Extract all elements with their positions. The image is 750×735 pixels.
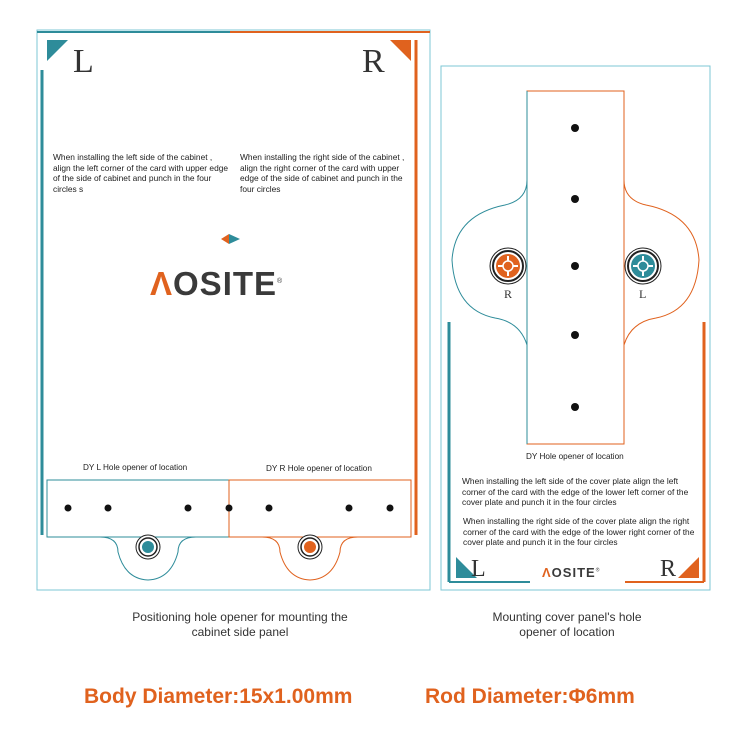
cover-logo-mark: Λ [542,565,552,580]
right-install-instruction: When installing the right side of the cabinet , align the right corner of the card with upper edge of the side of cabinet and punch in the four circles [240,152,405,194]
brand-logo [150,265,283,303]
cover-instruction-right: When installing the right side of the cover plate align the right corner of the card with the edge of the lower right corner of the cover plate and punch it in the four circles [463,516,695,547]
hinge-label-r: R [504,287,513,301]
left-install-instruction: When installing the left side of the cabinet , align the left corner of the card with upper edge of the side of cabinet and punch in the four circles s [53,152,229,194]
hinge-label-l: L [639,287,647,301]
logo-text: OSITE [173,265,278,302]
strip-label-right: DY R Hole opener of location [266,464,372,473]
spec-rod-diameter: Rod Diameter:Φ6mm [425,685,635,708]
cover-left-corner-letter: L [471,556,486,582]
left-corner-letter: L [73,43,94,80]
logo-registered: ® [277,278,284,285]
cover-logo-registered: ® [595,567,601,574]
right-corner-letter: R [362,43,385,80]
caption-cabinet-template: Positioning hole opener for mounting the cabinet side panel [132,610,348,639]
cover-instruction-left: When installing the left side of the cover plate align the left corner of the card with the edge of the lower left corner of the cover plate and punch it in the four circles [462,476,689,507]
cover-brand-logo [542,565,600,580]
strip-label-left: DY L Hole opener of location [83,463,188,472]
cover-strip-label: DY Hole opener of location [526,452,624,461]
caption-cover-template: Mounting cover panel's hole opener of location [492,610,642,639]
left-corner-triangle [47,40,68,61]
logo-mark: Λ [150,265,174,302]
cover-logo-text: OSITE [551,565,596,580]
right-corner-triangle [390,40,411,61]
cover-right-corner-letter: R [660,556,677,582]
spec-body-diameter: Body Diameter:15x1.00mm [84,685,353,708]
